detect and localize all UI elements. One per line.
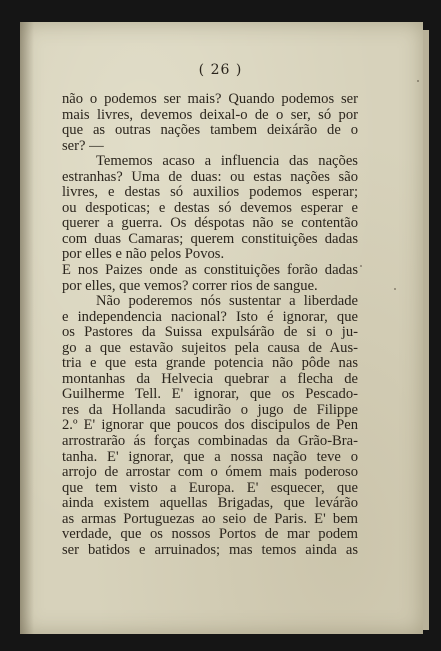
text-line: por elles e não pelos Povos. (62, 246, 225, 263)
text-line: go a que estavão sujeitos pela causa de Aus- (62, 339, 358, 356)
text-line: querer a guerra. Os déspotas não se contentão (62, 215, 358, 232)
text-line: e independencia nacional? Isto é ignorar, que (62, 308, 358, 325)
text-line: Tememos acaso a influencia das nações (96, 153, 358, 170)
text-line: Guilherme Tell. E' ignorar, que os Pescado- (62, 386, 358, 403)
text-line: as armas Portuguezas ao seio de Paris. E' bem (62, 510, 358, 527)
paper-speck (108, 548, 110, 550)
text-line: montanhas da Helvecia quebrar a flecha de (62, 370, 358, 387)
text-line: não o podemos ser mais? Quando podemos ser (62, 91, 358, 107)
next-page-edge (423, 30, 429, 630)
text-line: tria e que esta grande potencia não pôde nas (62, 355, 358, 372)
text-line: os Pastores da Suissa expulsárão de si o ju- (62, 324, 358, 341)
paper-speck (394, 288, 396, 290)
page-gutter-shadow (20, 22, 34, 634)
text-line: verdade, que os nossos Portos de mar podem (62, 526, 358, 543)
text-line: res da Hollanda sacudirão o jugo de Filippe (62, 401, 358, 418)
text-line: ou despoticas; e destas só devemos esperar e (62, 199, 358, 216)
text-line: que tem visto a Europa. E' esquecer, que (62, 479, 358, 496)
page-number: ( 26 ) (198, 62, 243, 78)
text-line: mais livres, devemos deixal-o de o ser, só por (62, 106, 358, 123)
text-line: livres, e destas só auxilios podemos esperar; (62, 184, 358, 201)
paper-speck (417, 80, 419, 82)
text-line: que as outras nações tambem deixárão de o (62, 122, 358, 139)
text-line: estranhas? Uma de duas: ou estas nações são (62, 168, 358, 185)
text-line: ser batidos e arruinados; mas temos ainda as (62, 541, 358, 558)
page-body-text (62, 92, 358, 558)
text-line: 2.º E' ignorar que poucos dos discipulos de Pen (62, 417, 358, 434)
paper-speck (300, 238, 302, 240)
text-line: ainda existem aquellas Brigadas, que levárão (62, 495, 358, 512)
text-line: E nos Paizes onde as constituições forão dadas (62, 262, 358, 279)
text-line: arrojo de arrostar com o ómem mais poderoso (62, 464, 358, 481)
text-line: arrostrarão ás forças combinadas da Grão-Bra- (62, 433, 358, 450)
text-line: com duas Camaras; querem constituições dadas (62, 230, 358, 247)
text-line: tanha. E' ignorar, que a nossa nação teve o (62, 448, 358, 465)
paper-speck (360, 265, 362, 267)
text-line: ser? — (62, 137, 104, 154)
text-line: Não poderemos nós sustentar a liberdade (96, 293, 358, 310)
text-line: por elles, que vemos? correr rios de sangue. (62, 277, 318, 294)
